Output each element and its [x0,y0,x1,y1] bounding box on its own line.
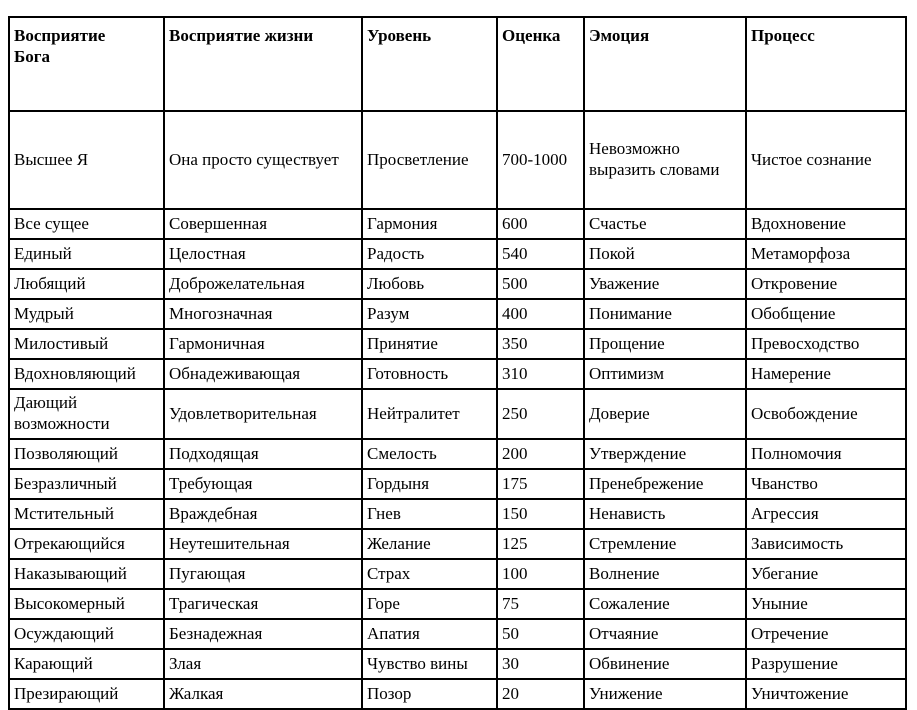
cell-process [746,439,906,469]
cell-text: 150 [502,503,528,523]
table-row [9,359,906,389]
cell-emotion [584,559,746,589]
cell-text: Чванство [751,473,818,493]
cell-emotion [584,329,746,359]
cell-text: Вдохновение [751,213,846,233]
cell-text: Оптимизм [589,363,664,383]
cell-text: Безнадежная [169,623,263,643]
column-header-line: Восприятие [14,26,106,45]
cell-perception-of-god [9,299,164,329]
cell-text: 75 [502,593,519,613]
cell-score [497,679,584,709]
table-row [9,389,906,439]
cell-text: Горе [367,593,400,613]
cell-text: 600 [502,213,528,233]
table-row [9,269,906,299]
cell-level [362,529,497,559]
cell-emotion [584,269,746,299]
cell-process [746,649,906,679]
cell-score [497,469,584,499]
cell-text: Вдохновляющий [14,363,136,383]
cell-score [497,239,584,269]
cell-perception-of-god [9,239,164,269]
cell-text: Агрессия [751,503,819,523]
cell-text: Утверждение [589,443,687,463]
cell-perception-of-life [164,359,362,389]
cell-perception-of-life [164,111,362,209]
cell-perception-of-god [9,649,164,679]
cell-perception-of-life [164,299,362,329]
cell-text: Страх [367,563,411,583]
cell-level [362,679,497,709]
cell-perception-of-god [9,679,164,709]
cell-emotion [584,359,746,389]
cell-score [497,389,584,439]
cell-emotion [584,499,746,529]
cell-perception-of-god [9,209,164,239]
cell-text: Она просто существует [169,149,339,169]
table-row [9,439,906,469]
cell-text: 20 [502,683,519,703]
cell-perception-of-god [9,359,164,389]
cell-perception-of-god [9,499,164,529]
cell-score [497,649,584,679]
cell-text: 50 [502,623,519,643]
cell-score [497,499,584,529]
table-body [9,111,906,709]
cell-process [746,529,906,559]
column-header-process [746,17,906,111]
cell-process [746,209,906,239]
cell-process [746,269,906,299]
cell-text: Позор [367,683,412,703]
cell-perception-of-life [164,619,362,649]
cell-perception-of-life [164,499,362,529]
cell-emotion [584,619,746,649]
cell-text: Чистое сознание [751,149,872,169]
cell-perception-of-life [164,239,362,269]
cell-perception-of-life [164,649,362,679]
cell-text: Волнение [589,563,660,583]
cell-text: Гармоничная [169,333,265,353]
cell-text: Единый [14,243,72,263]
cell-score [497,299,584,329]
cell-text: Совершенная [169,213,268,233]
cell-text: Требующая [169,473,253,493]
cell-text: Стремление [589,533,677,553]
cell-text: Пугающая [169,563,246,583]
cell-process [746,239,906,269]
cell-level [362,269,497,299]
table-row [9,209,906,239]
table-row [9,559,906,589]
cell-text: Обвинение [589,653,670,673]
cell-perception-of-god [9,439,164,469]
cell-text: Карающий [14,653,93,673]
cell-text: 540 [502,243,528,263]
table-row [9,529,906,559]
cell-text: Просветление [367,149,469,169]
cell-text: Гармония [367,213,438,233]
cell-level [362,239,497,269]
cell-text: Осуждающий [14,623,114,643]
cell-text: Трагическая [169,593,259,613]
cell-perception-of-life [164,529,362,559]
cell-process [746,329,906,359]
column-header-perception-of-life [164,17,362,111]
cell-text: Доброжелательная [169,273,305,293]
cell-process [746,499,906,529]
column-header-emotion [584,17,746,111]
cell-text: Высшее Я [14,149,89,169]
table-row [9,329,906,359]
table-row [9,499,906,529]
cell-emotion [584,529,746,559]
cell-text: 350 [502,333,528,353]
cell-perception-of-life [164,439,362,469]
cell-perception-of-god [9,329,164,359]
cell-perception-of-god [9,589,164,619]
cell-text: Наказывающий [14,563,127,583]
cell-score [497,111,584,209]
cell-level [362,389,497,439]
cell-text: Многозначная [169,303,273,323]
cell-process [746,619,906,649]
cell-emotion [584,389,746,439]
cell-process [746,389,906,439]
table-row [9,679,906,709]
cell-text: Смелость [367,443,437,463]
cell-text: Целостная [169,243,246,263]
cell-emotion [584,679,746,709]
cell-perception-of-life [164,209,362,239]
cell-text: Разум [367,303,410,323]
column-header-line: Бога [14,46,50,66]
cell-score [497,439,584,469]
cell-text: Удовлетворительная [169,403,317,423]
cell-perception-of-life [164,389,362,439]
cell-text: Уныние [751,593,808,613]
cell-emotion [584,439,746,469]
cell-perception-of-life [164,679,362,709]
cell-score [497,269,584,299]
cell-perception-of-life [164,329,362,359]
cell-text: Пренебрежение [589,473,704,493]
column-header-line: Оценка [502,26,561,45]
cell-level [362,209,497,239]
cell-text: Жалкая [169,683,224,703]
cell-text: Отчаяние [589,623,659,643]
cell-emotion [584,589,746,619]
cell-score [497,559,584,589]
cell-text: Неутешительная [169,533,290,553]
cell-text: 310 [502,363,528,383]
cell-text: Принятие [367,333,438,353]
cell-text: Злая [169,653,202,673]
cell-score [497,359,584,389]
cell-text: Чувство вины [367,653,468,673]
table-header [9,17,906,111]
cell-emotion [584,209,746,239]
cell-perception-of-god [9,269,164,299]
cell-score [497,209,584,239]
cell-text: Прощение [589,333,665,353]
cell-text: Зависимость [751,533,844,553]
cell-emotion [584,111,746,209]
cell-text: Любящий [14,273,86,293]
cell-text: Мудрый [14,303,74,323]
cell-level [362,619,497,649]
column-header-line: Эмоция [589,26,650,45]
column-header-perception-of-god [9,17,164,111]
cell-process [746,359,906,389]
cell-text: Высокомерный [14,593,125,613]
cell-text: Полномочия [751,443,842,463]
cell-process [746,679,906,709]
cell-text: Обнадеживающая [169,363,301,383]
cell-level [362,359,497,389]
cell-text: Враждебная [169,503,258,523]
cell-text: Покой [589,243,635,263]
cell-text: Мстительный [14,503,115,523]
cell-text: Безразличный [14,473,117,493]
cell-emotion [584,469,746,499]
cell-perception-of-god [9,529,164,559]
cell-text: 200 [502,443,528,463]
cell-text: Обобщение [751,303,836,323]
cell-text: Разрушение [751,653,838,673]
cell-level [362,299,497,329]
table-row [9,299,906,329]
cell-text: 500 [502,273,528,293]
cell-text: 30 [502,653,519,673]
cell-text: Подходящая [169,443,259,463]
cell-text: Апатия [367,623,420,643]
cell-text: Гордыня [367,473,430,493]
cell-text: Доверие [589,403,650,423]
cell-text: Гнев [367,503,401,523]
table-row [9,649,906,679]
cell-perception-of-god [9,389,164,439]
cell-text: Дающий возможности [14,393,110,433]
cell-score [497,619,584,649]
cell-process [746,111,906,209]
cell-process [746,559,906,589]
cell-perception-of-life [164,589,362,619]
table-row [9,469,906,499]
table-row [9,619,906,649]
cell-text: Нейтралитет [367,403,460,423]
cell-text: Презирающий [14,683,119,703]
table-row [9,239,906,269]
cell-level [362,649,497,679]
cell-text: 250 [502,403,528,423]
cell-text: Понимание [589,303,672,323]
cell-text: Позволяющий [14,443,118,463]
cell-text: Превосходство [751,333,860,353]
cell-text: Отрекающийся [14,533,125,553]
cell-process [746,589,906,619]
cell-perception-of-life [164,559,362,589]
consciousness-levels-table [8,16,907,710]
cell-text: Унижение [589,683,663,703]
cell-text: 175 [502,473,528,493]
cell-perception-of-life [164,469,362,499]
cell-perception-of-god [9,559,164,589]
cell-text: Уничтожение [751,683,849,703]
cell-perception-of-god [9,619,164,649]
cell-level [362,499,497,529]
column-header-score [497,17,584,111]
cell-level [362,329,497,359]
table-header-row [9,17,906,111]
cell-score [497,529,584,559]
cell-emotion [584,649,746,679]
cell-text: Метаморфоза [751,243,851,263]
cell-text: Счастье [589,213,647,233]
cell-text: Желание [367,533,431,553]
cell-text: 125 [502,533,528,553]
cell-perception-of-god [9,111,164,209]
cell-level [362,439,497,469]
cell-text: Убегание [751,563,819,583]
table-row [9,111,906,209]
cell-text: Намерение [751,363,831,383]
cell-text: 400 [502,303,528,323]
column-header-line: Уровень [367,26,432,45]
cell-level [362,111,497,209]
column-header-line: Процесс [751,26,815,45]
cell-perception-of-life [164,269,362,299]
cell-text: Готовность [367,363,449,383]
cell-level [362,559,497,589]
cell-level [362,469,497,499]
table-row [9,589,906,619]
column-header-level [362,17,497,111]
cell-process [746,469,906,499]
cell-text: 100 [502,563,528,583]
cell-text: 700-1000 [502,149,568,169]
cell-emotion [584,239,746,269]
cell-level [362,589,497,619]
column-header-line: Восприятие жизни [169,26,314,45]
cell-text: Милостивый [14,333,109,353]
cell-text: Откровение [751,273,838,293]
cell-score [497,589,584,619]
cell-text: Отречение [751,623,829,643]
cell-score [497,329,584,359]
cell-text: Ненависть [589,503,666,523]
cell-text: Все сущее [14,213,89,233]
cell-text: Радость [367,243,425,263]
cell-emotion [584,299,746,329]
cell-process [746,299,906,329]
cell-text: Любовь [367,273,425,293]
cell-perception-of-god [9,469,164,499]
cell-text: Невозможно выразить словами [589,139,720,179]
cell-text: Сожаление [589,593,670,613]
cell-text: Освобождение [751,403,858,423]
cell-text: Уважение [589,273,660,293]
